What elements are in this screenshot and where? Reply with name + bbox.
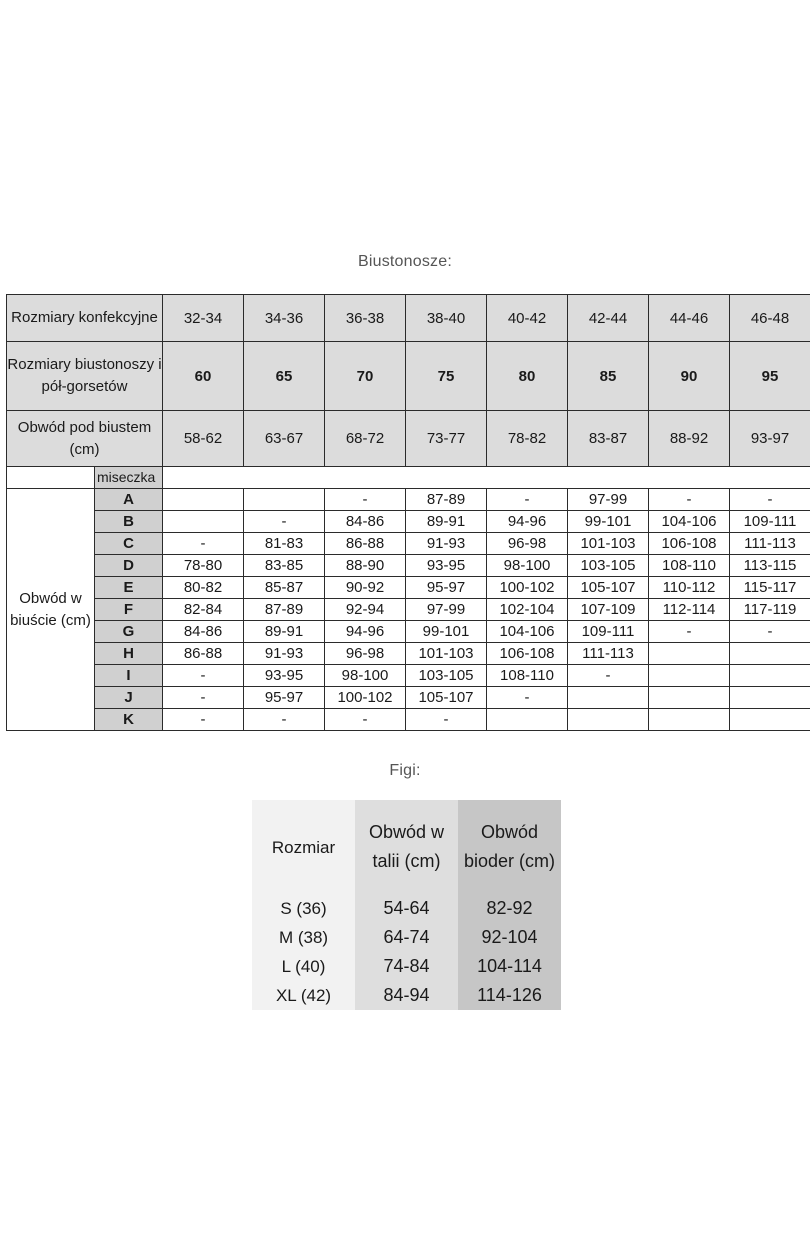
bust-range-cell: 84-86 — [163, 621, 244, 643]
bust-range-cell: 99-101 — [406, 621, 487, 643]
bust-range-cell: 80-82 — [163, 577, 244, 599]
bra-header-label: Obwód pod biustem (cm) — [7, 411, 163, 467]
bust-range-cell: - — [325, 489, 406, 511]
bust-range-cell: 85-87 — [244, 577, 325, 599]
cup-row — [7, 599, 810, 621]
bust-range-cell: 105-107 — [568, 577, 649, 599]
bust-range-cell: 87-89 — [244, 599, 325, 621]
bra-header-cell: 93-97 — [730, 411, 810, 467]
bra-header-cell: 73-77 — [406, 411, 487, 467]
cup-row — [7, 533, 810, 555]
bust-range-cell: 100-102 — [325, 687, 406, 709]
figi-cell: 114-126 — [458, 981, 561, 1010]
bra-header-cell: 78-82 — [487, 411, 568, 467]
bust-range-cell: 98-100 — [487, 555, 568, 577]
cup-size-label: J — [95, 687, 163, 709]
bust-range-cell: 102-104 — [487, 599, 568, 621]
cup-row — [7, 665, 810, 687]
bust-range-cell: - — [244, 709, 325, 731]
bust-range-cell: 108-110 — [487, 665, 568, 687]
bra-header-row — [7, 295, 810, 342]
bust-range-cell: 104-106 — [649, 511, 730, 533]
figi-header-cell: Obwód bioder (cm) — [458, 800, 561, 894]
bust-range-cell: - — [487, 489, 568, 511]
bust-range-cell: - — [163, 665, 244, 687]
figi-cell: S (36) — [252, 894, 355, 923]
cup-row — [7, 643, 810, 665]
bust-range-cell: 96-98 — [325, 643, 406, 665]
figi-cell: 104-114 — [458, 952, 561, 981]
bra-header-cell: 75 — [406, 342, 487, 411]
bust-range-cell — [163, 511, 244, 533]
bust-range-cell: 108-110 — [649, 555, 730, 577]
bra-header-cell: 58-62 — [163, 411, 244, 467]
bust-range-cell: - — [406, 709, 487, 731]
bra-header-cell: 88-92 — [649, 411, 730, 467]
bust-range-cell: 81-83 — [244, 533, 325, 555]
bra-header-cell: 46-48 — [730, 295, 810, 342]
bust-range-cell: - — [163, 709, 244, 731]
bust-range-cell: 84-86 — [325, 511, 406, 533]
bust-range-cell: 78-80 — [163, 555, 244, 577]
bust-range-cell: 107-109 — [568, 599, 649, 621]
bust-range-cell — [568, 709, 649, 731]
cup-size-label: G — [95, 621, 163, 643]
bra-header-cell: 32-34 — [163, 295, 244, 342]
figi-row — [252, 952, 561, 981]
bra-header-cell: 65 — [244, 342, 325, 411]
bust-circumference-label: Obwód w biuście (cm) — [7, 489, 95, 731]
bra-header-cell: 70 — [325, 342, 406, 411]
bra-header-cell: 63-67 — [244, 411, 325, 467]
cup-column-header: miseczka — [95, 467, 163, 489]
bust-range-cell: - — [730, 489, 810, 511]
bra-header-cell: 38-40 — [406, 295, 487, 342]
cup-size-label: I — [95, 665, 163, 687]
bust-range-cell: 106-108 — [487, 643, 568, 665]
empty-cell — [163, 467, 810, 489]
bra-header-row — [7, 411, 810, 467]
bust-range-cell: - — [649, 621, 730, 643]
figi-row — [252, 894, 561, 923]
figi-cell: 64-74 — [355, 923, 458, 952]
figi-header-cell: Obwód w talii (cm) — [355, 800, 458, 894]
bust-range-cell: 112-114 — [649, 599, 730, 621]
bra-header-cell: 85 — [568, 342, 649, 411]
bust-range-cell — [730, 687, 810, 709]
bust-range-cell: 82-84 — [163, 599, 244, 621]
bust-range-cell: 86-88 — [325, 533, 406, 555]
bust-range-cell: 117-119 — [730, 599, 810, 621]
bust-range-cell: 109-111 — [568, 621, 649, 643]
bust-range-cell: 106-108 — [649, 533, 730, 555]
bust-range-cell: 111-113 — [568, 643, 649, 665]
bust-range-cell: 94-96 — [487, 511, 568, 533]
bra-header-cell: 40-42 — [487, 295, 568, 342]
bust-range-cell: - — [163, 533, 244, 555]
cup-row — [7, 489, 810, 511]
cup-size-label: C — [95, 533, 163, 555]
bust-range-cell: 100-102 — [487, 577, 568, 599]
bust-range-cell — [487, 709, 568, 731]
bust-range-cell: 88-90 — [325, 555, 406, 577]
cup-size-label: F — [95, 599, 163, 621]
cup-size-label: A — [95, 489, 163, 511]
bust-range-cell: 95-97 — [406, 577, 487, 599]
bust-range-cell: 110-112 — [649, 577, 730, 599]
bust-range-cell: 104-106 — [487, 621, 568, 643]
bra-header-cell: 68-72 — [325, 411, 406, 467]
cup-row — [7, 555, 810, 577]
bust-range-cell: 96-98 — [487, 533, 568, 555]
bust-range-cell: 115-117 — [730, 577, 810, 599]
bust-range-cell — [730, 643, 810, 665]
bra-header-cell: 36-38 — [325, 295, 406, 342]
figi-cell: 92-104 — [458, 923, 561, 952]
bust-range-cell — [730, 665, 810, 687]
bust-range-cell: 109-111 — [730, 511, 810, 533]
bust-range-cell: 103-105 — [568, 555, 649, 577]
cup-row — [7, 577, 810, 599]
bra-size-table — [6, 294, 810, 731]
bust-range-cell — [649, 709, 730, 731]
figi-cell: 84-94 — [355, 981, 458, 1010]
bust-range-cell — [568, 687, 649, 709]
bust-range-cell: - — [568, 665, 649, 687]
bra-header-cell: 83-87 — [568, 411, 649, 467]
bra-header-label: Rozmiary konfekcyjne — [7, 295, 163, 342]
empty-cell — [7, 467, 95, 489]
cup-row — [7, 687, 810, 709]
bra-header-cell: 42-44 — [568, 295, 649, 342]
figi-row — [252, 923, 561, 952]
bust-range-cell: 99-101 — [568, 511, 649, 533]
figi-cell: 82-92 — [458, 894, 561, 923]
bust-range-cell: 101-103 — [406, 643, 487, 665]
bust-range-cell — [244, 489, 325, 511]
bust-range-cell — [730, 709, 810, 731]
bust-range-cell — [163, 489, 244, 511]
bra-header-cell: 44-46 — [649, 295, 730, 342]
figi-header-cell: Rozmiar — [252, 800, 355, 894]
bust-range-cell — [649, 665, 730, 687]
bra-header-cell: 60 — [163, 342, 244, 411]
cup-size-label: B — [95, 511, 163, 533]
bra-header-cell: 34-36 — [244, 295, 325, 342]
bust-range-cell: 83-85 — [244, 555, 325, 577]
bust-range-cell — [649, 687, 730, 709]
figi-cell: L (40) — [252, 952, 355, 981]
figi-cell: M (38) — [252, 923, 355, 952]
cup-size-label: K — [95, 709, 163, 731]
bust-range-cell: 97-99 — [406, 599, 487, 621]
cup-header-row — [7, 467, 810, 489]
bust-range-cell: 97-99 — [568, 489, 649, 511]
bra-header-cell: 80 — [487, 342, 568, 411]
bust-range-cell: 101-103 — [568, 533, 649, 555]
bust-range-cell: 95-97 — [244, 687, 325, 709]
bust-range-cell: 113-115 — [730, 555, 810, 577]
cup-size-label: D — [95, 555, 163, 577]
bra-section-title: Biustonosze: — [357, 253, 452, 270]
figi-row — [252, 981, 561, 1010]
bust-range-cell: - — [325, 709, 406, 731]
bra-header-cell: 90 — [649, 342, 730, 411]
bust-range-cell: 93-95 — [406, 555, 487, 577]
figi-header-row — [252, 800, 561, 894]
bust-range-cell: - — [244, 511, 325, 533]
bust-range-cell: 87-89 — [406, 489, 487, 511]
figi-size-table — [252, 800, 561, 1010]
cup-row — [7, 511, 810, 533]
bra-header-label: Rozmiary biustonoszy i pół-gorsetów — [7, 342, 163, 411]
bra-header-cell: 95 — [730, 342, 810, 411]
bust-range-cell: 105-107 — [406, 687, 487, 709]
cup-size-label: H — [95, 643, 163, 665]
bust-range-cell: 103-105 — [406, 665, 487, 687]
bust-range-cell — [649, 643, 730, 665]
cup-row — [7, 621, 810, 643]
bust-range-cell: 89-91 — [406, 511, 487, 533]
bust-range-cell: 92-94 — [325, 599, 406, 621]
bra-header-row — [7, 342, 810, 411]
bust-range-cell: 98-100 — [325, 665, 406, 687]
bust-range-cell: - — [649, 489, 730, 511]
bust-range-cell: 90-92 — [325, 577, 406, 599]
bust-range-cell: 91-93 — [244, 643, 325, 665]
figi-cell: 54-64 — [355, 894, 458, 923]
figi-cell: XL (42) — [252, 981, 355, 1010]
figi-cell: 74-84 — [355, 952, 458, 981]
bust-range-cell: 111-113 — [730, 533, 810, 555]
bust-range-cell: 86-88 — [163, 643, 244, 665]
bust-range-cell: - — [163, 687, 244, 709]
bust-range-cell: 91-93 — [406, 533, 487, 555]
bust-range-cell: 89-91 — [244, 621, 325, 643]
cup-size-label: E — [95, 577, 163, 599]
bust-range-cell: 93-95 — [244, 665, 325, 687]
bust-range-cell: 94-96 — [325, 621, 406, 643]
bust-range-cell: - — [487, 687, 568, 709]
bust-range-cell: - — [730, 621, 810, 643]
figi-section-title: Figi: — [389, 762, 421, 779]
cup-row — [7, 709, 810, 731]
